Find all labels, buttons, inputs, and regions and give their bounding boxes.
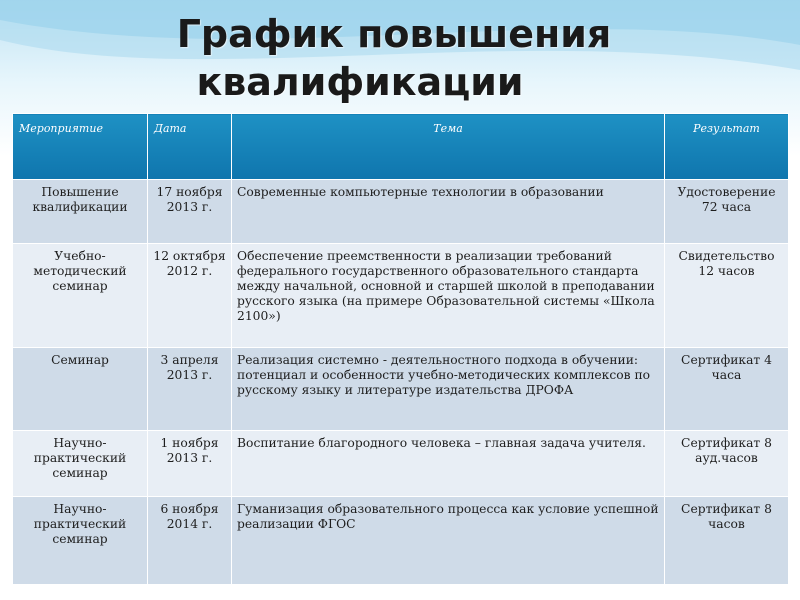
cell-date: 6 ноября 2014 г. bbox=[148, 496, 232, 584]
cell-result: Сертификат 4 часа bbox=[665, 348, 789, 430]
cell-topic: Воспитание благородного человека – главная задача учителя. bbox=[232, 430, 665, 496]
cell-event: Научно-практический семинар bbox=[13, 430, 148, 496]
header-result: Результат bbox=[665, 114, 789, 180]
cell-result: Удостоверение 72 часа bbox=[665, 180, 789, 244]
table-row bbox=[13, 430, 789, 496]
title-line-1: График повышения bbox=[176, 12, 612, 56]
table-row bbox=[13, 180, 789, 244]
cell-topic: Обеспечение преемственности в реализации требований федерального государственного образовательного стандарта между начальной, основной и старшей школой в преподавании русского языка (на примере Образовательной системы «Школа 2100») bbox=[232, 244, 665, 348]
cell-result: Сертификат 8 часов bbox=[665, 496, 789, 584]
cell-event: Научно-практический семинар bbox=[13, 496, 148, 584]
cell-result: Свидетельство 12 часов bbox=[665, 244, 789, 348]
table-row bbox=[13, 348, 789, 430]
training-schedule-table bbox=[12, 113, 789, 585]
title-line-2: квалификации bbox=[196, 60, 524, 104]
page-title bbox=[0, 10, 800, 106]
header-topic: Тема bbox=[232, 114, 665, 180]
cell-date: 3 апреля 2013 г. bbox=[148, 348, 232, 430]
cell-event: Повышение квалификации bbox=[13, 180, 148, 244]
table-row bbox=[13, 496, 789, 584]
table-row bbox=[13, 244, 789, 348]
cell-result: Сертификат 8 ауд.часов bbox=[665, 430, 789, 496]
cell-event: Семинар bbox=[13, 348, 148, 430]
cell-event: Учебно-методический семинар bbox=[13, 244, 148, 348]
table-header-row bbox=[13, 114, 789, 180]
cell-date: 12 октября 2012 г. bbox=[148, 244, 232, 348]
header-date: Дата bbox=[148, 114, 232, 180]
cell-topic: Гуманизация образовательного процесса как условие успешной реализации ФГОС bbox=[232, 496, 665, 584]
cell-topic: Реализация системно - деятельностного подхода в обучении: потенциал и особенности учебно-методических комплексов по русскому языку и литературе издательства ДРОФА bbox=[232, 348, 665, 430]
header-event: Мероприятие bbox=[13, 114, 148, 180]
cell-topic: Современные компьютерные технологии в образовании bbox=[232, 180, 665, 244]
cell-date: 17 ноября 2013 г. bbox=[148, 180, 232, 244]
cell-date: 1 ноября 2013 г. bbox=[148, 430, 232, 496]
